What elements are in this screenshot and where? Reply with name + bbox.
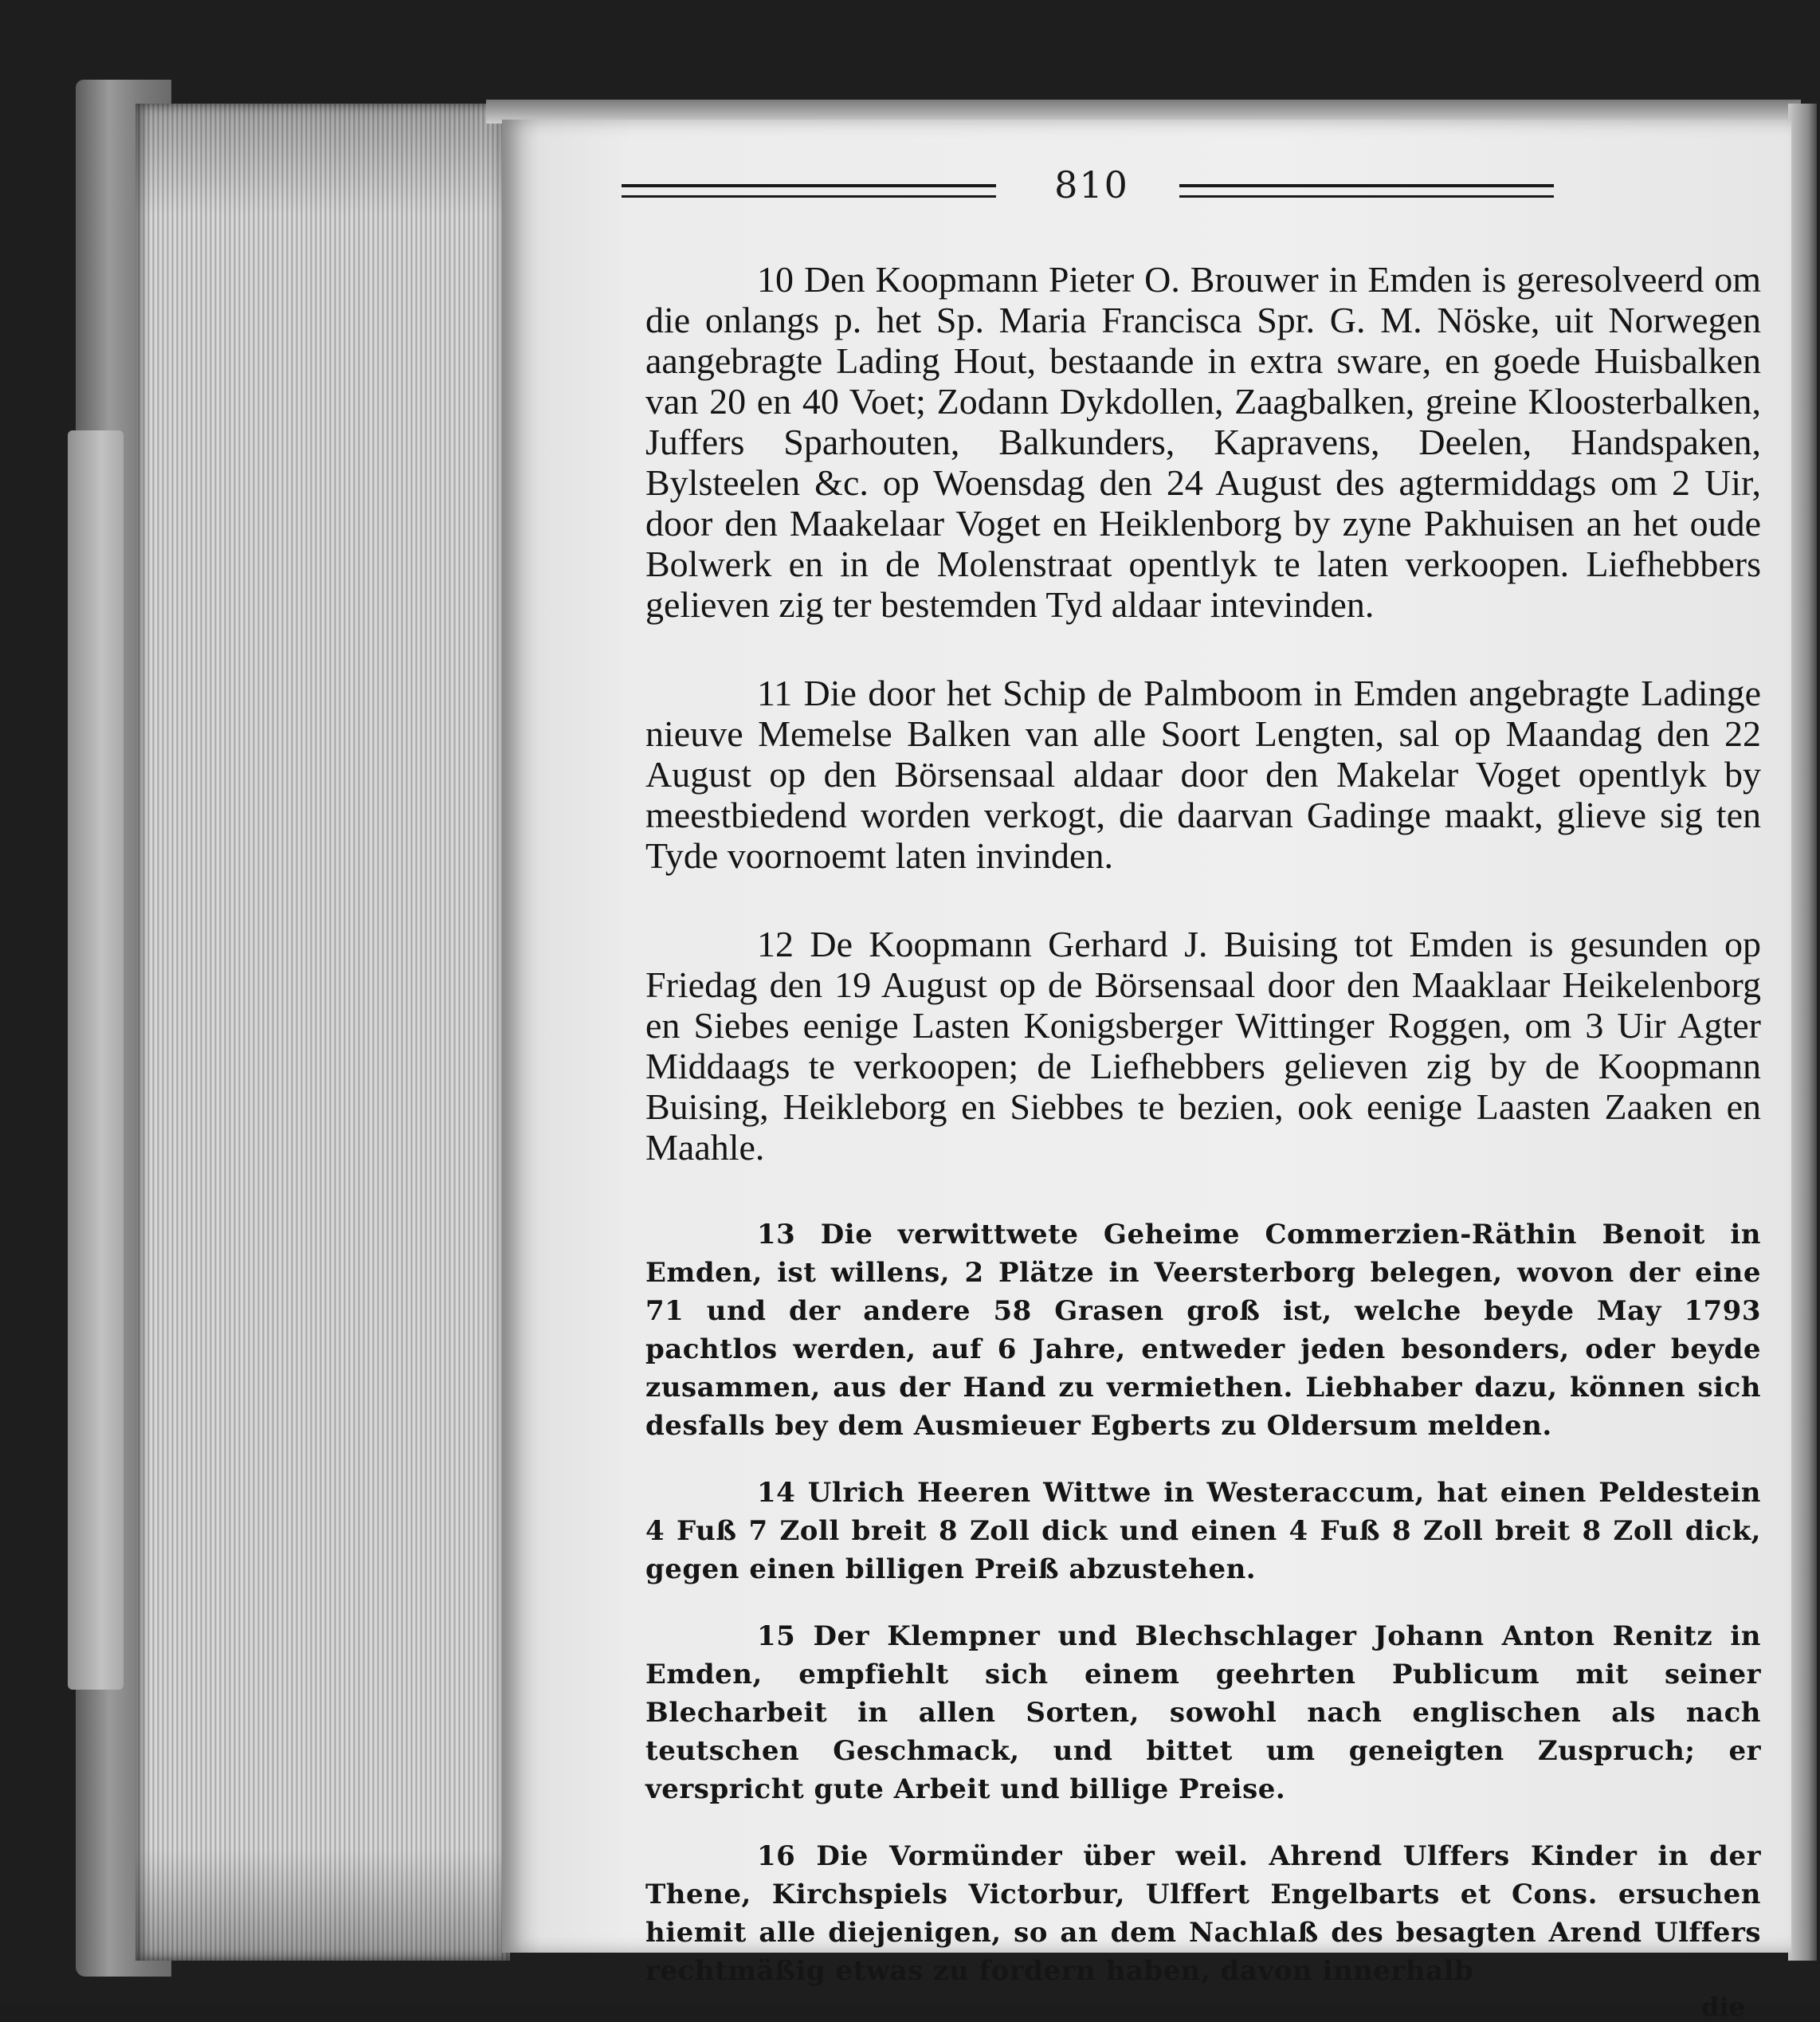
notice-14: 14 Ulrich Heeren Wittwe in Westeraccum, hat einen Peldestein 4 Fuß 7 Zoll breit 8 Zoll dick und einen 4 Fuß 8 Zoll breit 8 Zoll dick, gegen einen billigen Preiß abzustehen. bbox=[645, 1477, 1761, 1585]
header-rule-left bbox=[622, 184, 996, 198]
page-right-edge bbox=[1788, 104, 1817, 1961]
page-text bbox=[645, 259, 1761, 2022]
notice-11: 11 Die door het Schip de Palmboom in Emden angebragte Ladinge nieuve Memelse Balken van alle Soort Lengten, sal op Maandag den 22 August op den Börsensaal aldaar door den Makelar Voget opentlyk by meestbiedend worden verkogt, die daarvan Gadinge maakt, glieve sig ten Tyde voornoemt laten invinden. bbox=[645, 673, 1761, 876]
page-edges bbox=[135, 104, 510, 1961]
printed-page bbox=[502, 120, 1791, 2022]
page-header bbox=[622, 163, 1673, 211]
notice-16: 16 Die Vormünder über weil. Ahrend Ulffers Kinder in der Thene, Kirchspiels Victorbur, Ulffert Engelbarts et Cons. ersuchen hiemit alle diejenigen, so an dem Nachlaß des besagten Arend Ulffers rechtmäßig etwas zu fordern haben, davon innerhalb bbox=[645, 1840, 1761, 1987]
notice-15: 15 Der Klempner und Blechschlager Johann Anton Renitz in Emden, empfiehlt sich einem geehrten Publicum mit seiner Blecharbeit in allen Sorten, sowohl nach englischen als nach teutschen Geschmack, und bittet um geneigten Zuspruch; er verspricht gute Arbeit und billige Preise. bbox=[645, 1620, 1761, 1805]
catchword: die bbox=[1701, 1992, 1745, 2022]
header-rule-right bbox=[1179, 184, 1554, 198]
page-number: 810 bbox=[1054, 163, 1129, 206]
notice-13: 13 Die verwittwete Geheime Commerzien-Räthin Benoit in Emden, ist willens, 2 Plätze in Veersterborg belegen, wovon der eine 71 und der andere 58 Grasen groß ist, welche beyde May 1793 pachtlos werden, auf 6 Jahre, entweder jeden besonders, oder beyde zusammen, aus der Hand zu vermiethen. Liebhaber dazu, können sich desfalls bey dem Ausmieuer Egberts zu Oldersum melden. bbox=[645, 1219, 1761, 1442]
notice-12: 12 De Koopmann Gerhard J. Buising tot Emden is gesunden op Friedag den 19 August op de Börsensaal door den Maaklaar Heikelenborg en Siebes eenige Lasten Konigsberger Wittinger Roggen, om 3 Uir Agter Middaags te verkoopen; de Liefhebbers gelieven zig by de Koopmann Buising, Heikleborg en Siebbes te bezien, ook eenige Laasten Zaaken en Maahle. bbox=[645, 924, 1761, 1168]
binding-strip bbox=[68, 430, 124, 1690]
notice-10: 10 Den Koopmann Pieter O. Brouwer in Emden is geresolveerd om die onlangs p. het Sp. Maria Francisca Spr. G. M. Nöske, uit Norwegen aangebragte Lading Hout, bestaande in extra sware, en goede Huisbalken van 20 en 40 Voet; Zodann Dykdollen, Zaagbalken, greine Kloosterbalken, Juffers Sparhouten, Balkunders, Kapravens, Deelen, Handspaken, Bylsteelen &c. op Woensdag den 24 August des agtermiddags om 2 Uir, door den Maakelaar Voget en Heiklenborg by zyne Pakhuisen an het oude Bolwerk en in de Molenstraat opentlyk te laten verkoopen. Liefhebbers gelieven zig ter bestemden Tyd aldaar intevinden. bbox=[645, 259, 1761, 625]
